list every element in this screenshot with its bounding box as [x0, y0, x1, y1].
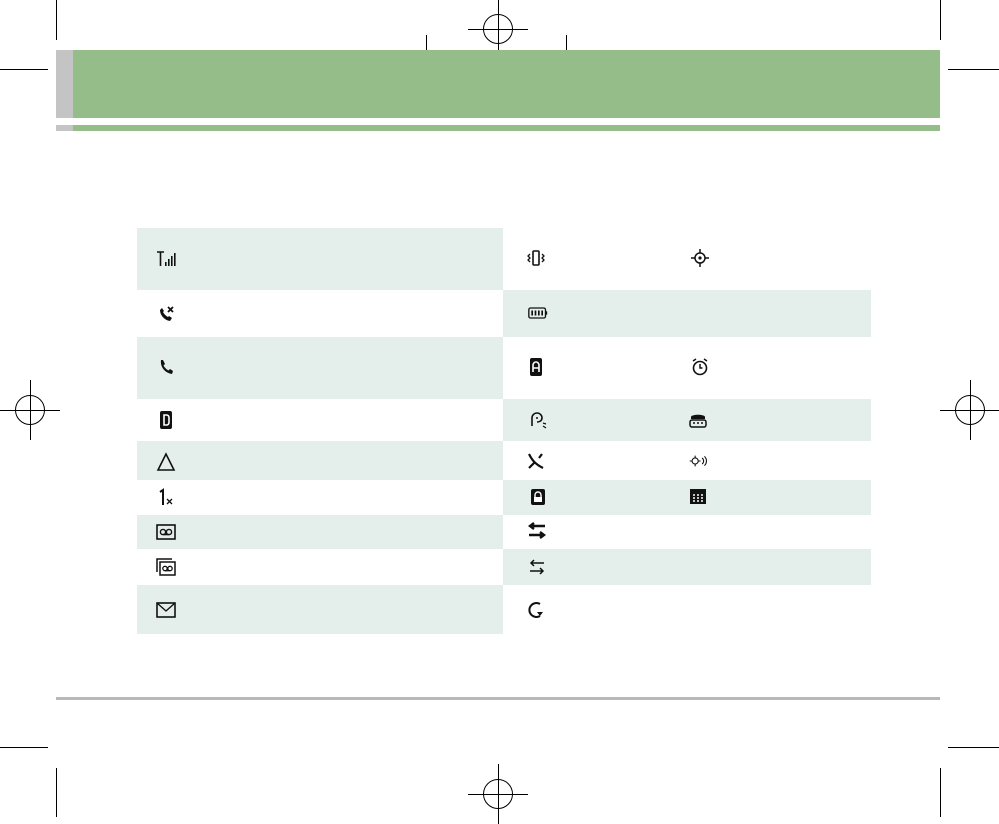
table-row [503, 585, 871, 634]
table-row [137, 585, 503, 634]
roaming-triangle-icon [155, 451, 177, 473]
crop-mark [940, 768, 941, 817]
data-transfer-icon [526, 520, 548, 542]
battery-full-icon [527, 302, 549, 324]
registration-mark [15, 395, 45, 425]
table-row [137, 549, 503, 585]
header-rule-tab [56, 125, 73, 131]
1x-network-icon [155, 486, 177, 508]
crop-mark [0, 747, 48, 748]
footer-rule [56, 697, 940, 700]
auto-answer-icon [525, 356, 547, 378]
voice-privacy-icon [527, 409, 549, 431]
header-rule [73, 125, 940, 131]
table-row [503, 441, 871, 480]
registration-mark [483, 14, 513, 44]
ringer-off-icon [525, 450, 547, 472]
crop-mark [948, 69, 999, 70]
table-row [137, 337, 503, 399]
table-row [503, 549, 871, 585]
alarm-clock-icon [689, 356, 711, 378]
table-row [503, 515, 871, 549]
table-row [137, 290, 503, 337]
table-row [137, 399, 503, 441]
digital-mode-icon [155, 409, 177, 431]
multiple-voicemail-icon [155, 556, 177, 578]
call-in-progress-icon [155, 356, 177, 378]
registration-mark [955, 395, 985, 425]
rotation-icon [526, 599, 548, 621]
data-dormant-icon [526, 556, 548, 578]
no-service-icon [155, 303, 177, 325]
crop-mark [56, 768, 57, 817]
lock-icon [527, 486, 549, 508]
table-row [137, 441, 503, 480]
table-row [503, 337, 871, 399]
bluetooth-active-icon [688, 450, 710, 472]
crop-mark [56, 0, 57, 40]
crop-mark [940, 0, 941, 40]
vibrate-mode-icon [525, 247, 547, 269]
tty-mode-icon [687, 409, 709, 431]
table-row [137, 480, 503, 515]
crop-mark [0, 69, 48, 70]
crop-mark [948, 747, 999, 748]
table-row [137, 515, 503, 549]
header-band [73, 50, 940, 118]
bluetooth-device-icon [689, 247, 711, 269]
header-tab [56, 50, 73, 118]
calendar-schedule-icon [687, 486, 709, 508]
table-row [503, 228, 871, 290]
voicemail-icon [155, 521, 177, 543]
table-row [137, 228, 503, 290]
signal-strength-icon [155, 248, 177, 270]
new-text-message-icon [155, 599, 177, 621]
table-row [503, 290, 871, 337]
registration-mark [483, 779, 513, 809]
